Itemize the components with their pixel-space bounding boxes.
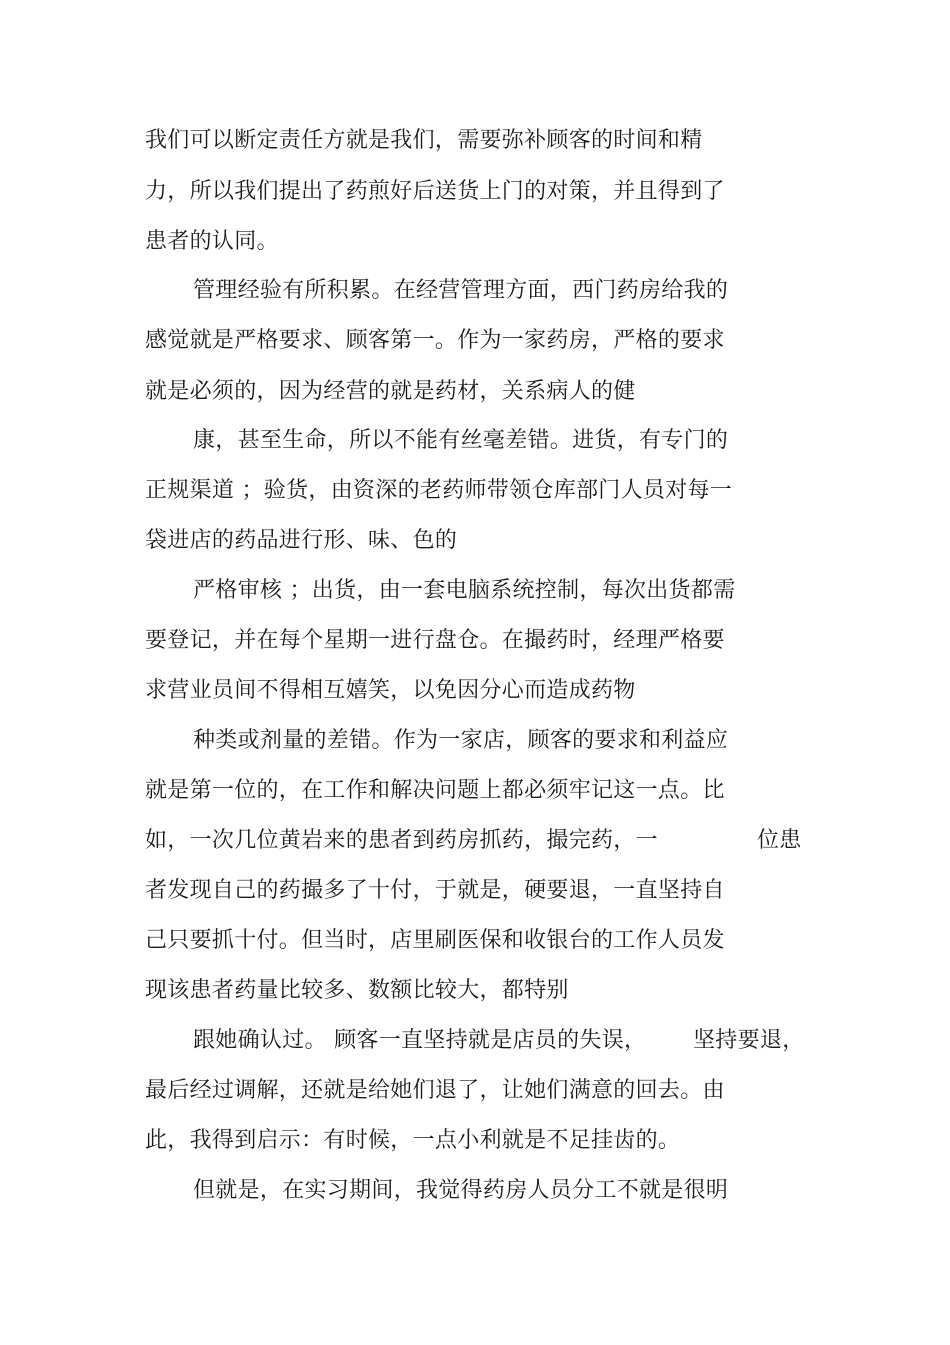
text-line: 此，我得到启示：有时候，一点小利就是不足挂齿的。 <box>145 1128 681 1153</box>
paragraph-start-line: 跟她确认过。 顾客一直坚持就是店员的失误， <box>193 1028 647 1053</box>
text-line: 己只要抓十付。但当时，店里刷医保和收银台的工作人员发 <box>145 928 725 953</box>
text-line: 我们可以断定责任方就是我们，需要弥补顾客的时间和精 <box>145 128 703 153</box>
text-line: 现该患者药量比较多、数额比较大，都特别 <box>145 978 569 1003</box>
text-line: 袋进店的药品进行形、味、色的 <box>145 528 458 553</box>
paragraph-start-line: 管理经验有所积累。在经营管理方面，西门药房给我的 <box>193 278 729 303</box>
paragraph-start-line: 康，甚至生命，所以不能有丝毫差错。进货，有专门的 <box>193 428 729 453</box>
text-line: 如，一次几位黄岩来的患者到药房抓药，撮完药，一 <box>145 828 658 853</box>
text-line: 就是必须的，因为经营的就是药材，关系病人的健 <box>145 379 636 404</box>
text-line: 就是第一位的，在工作和解决问题上都必须牢记这一点。比 <box>145 778 725 803</box>
text-line-fragment: 坚持要退， <box>693 1028 805 1053</box>
paragraph-start-line: 严格审核 ；出货，由一套电脑系统控制，每次出货都需 <box>193 578 736 603</box>
text-line: 求营业员间不得相互嬉笑，以免因分心而造成药物 <box>145 678 636 703</box>
text-line: 要登记，并在每个星期一进行盘仓。在撮药时，经理严格要 <box>145 628 725 653</box>
text-line: 者发现自己的药撮多了十付，于就是，硬要退，一直坚持自 <box>145 878 725 903</box>
text-line: 力，所以我们提出了药煎好后送货上门的对策，并且得到了 <box>145 179 725 204</box>
paragraph-start-line: 种类或剂量的差错。作为一家店，顾客的要求和利益应 <box>193 728 729 753</box>
text-line: 感觉就是严格要求、顾客第一。作为一家药房，严格的要求 <box>145 328 725 353</box>
text-line: 正规渠道 ；验货，由资深的老药师带领仓库部门人员对每一 <box>145 478 733 503</box>
paragraph-start-line: 但就是，在实习期间，我觉得药房人员分工不就是很明 <box>193 1178 729 1203</box>
text-line: 最后经过调解，还就是给她们退了，让她们满意的回去。由 <box>145 1078 725 1103</box>
text-line: 患者的认同。 <box>145 229 279 254</box>
text-line-fragment: 位患 <box>757 828 802 853</box>
